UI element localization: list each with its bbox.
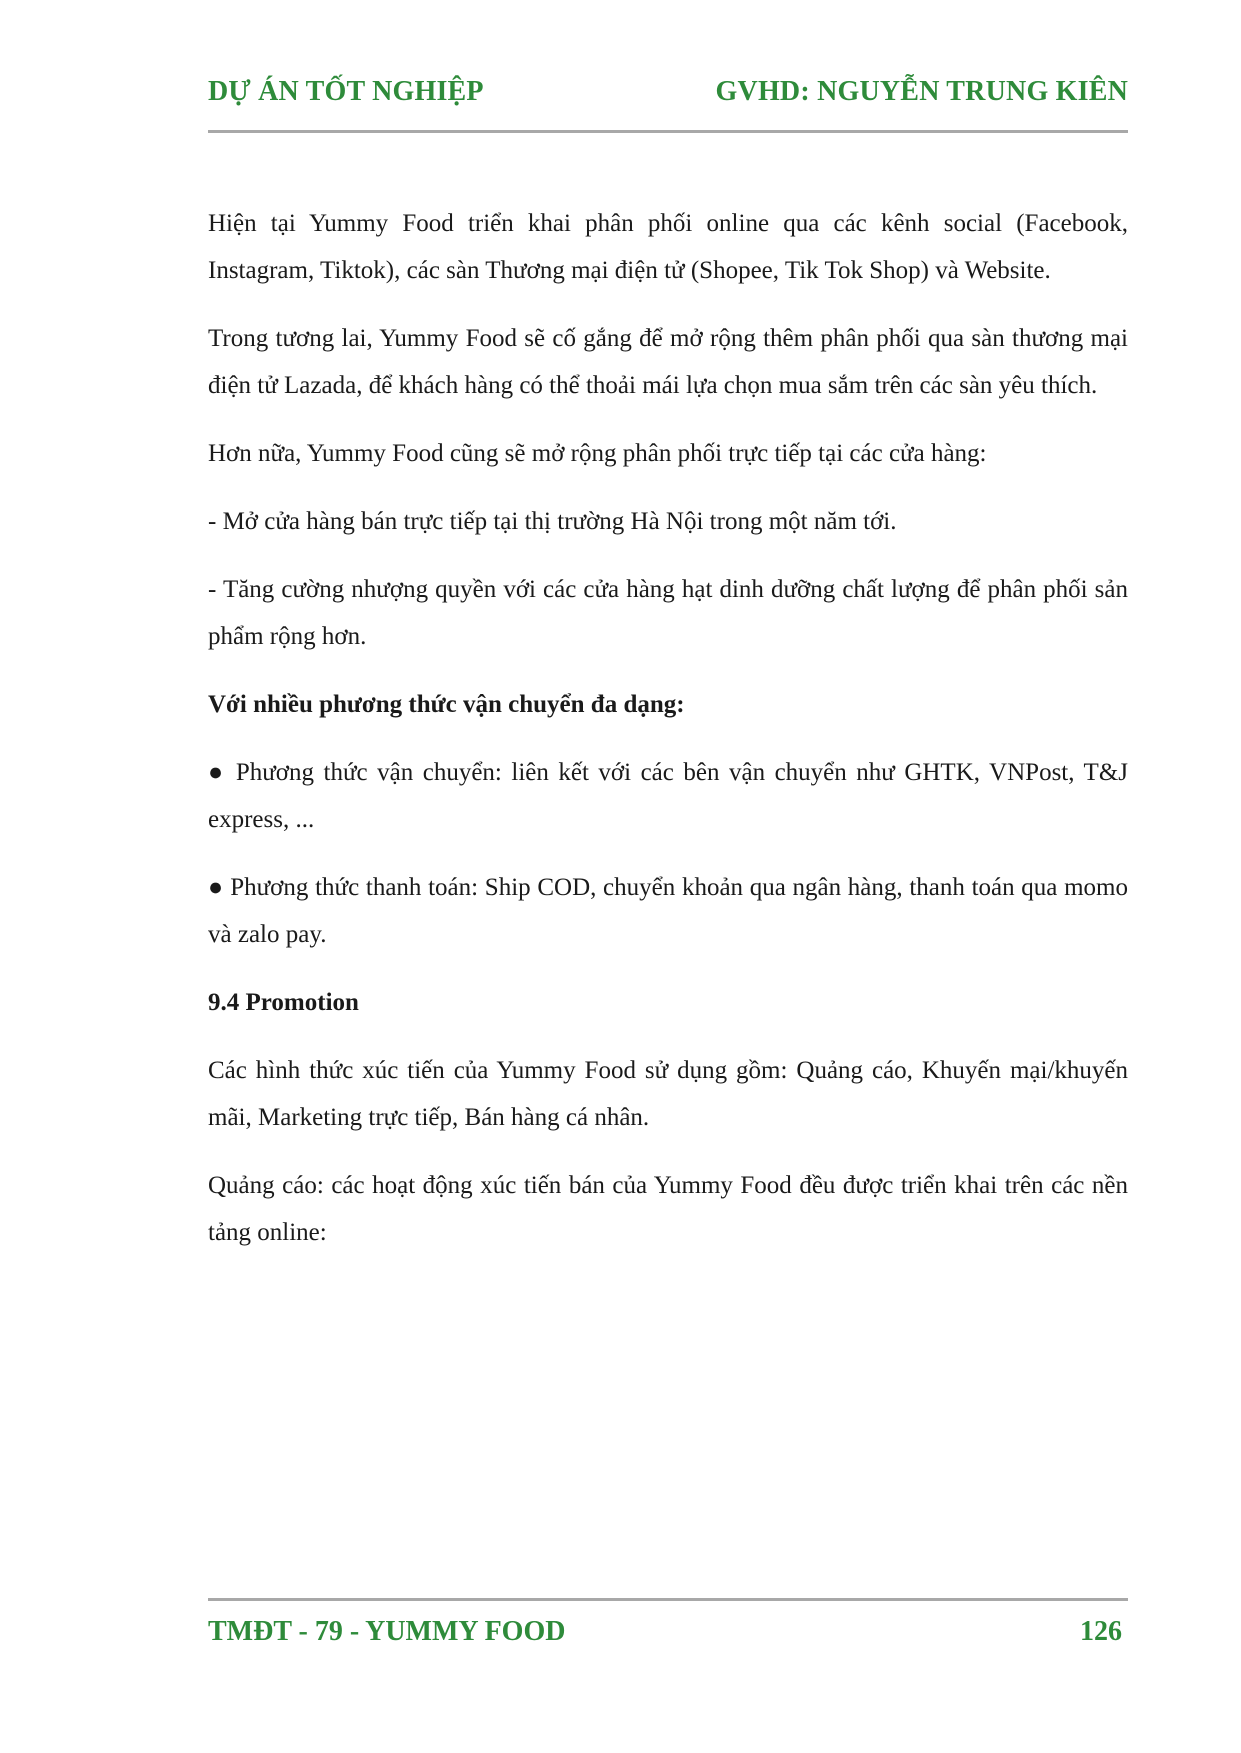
page-footer [208,1612,1128,1652]
bullet-shipping-methods: ● Phương thức vận chuyển: liên kết với các bên vận chuyển như GHTK, VNPost, T&J express, ... [208,759,1128,833]
paragraph-current-distribution: Hiện tại Yummy Food triển khai phân phối online qua các kênh social (Facebook, Instagram, Tiktok), các sàn Thương mại điện tử (Shopee, Tik Tok Shop) và Website. [208,210,1128,284]
paragraph-advertising: Quảng cáo: các hoạt động xúc tiến bán của Yummy Food đều được triển khai trên các nền tảng online: [208,1172,1128,1246]
header-supervisor: GVHD: NGUYỄN TRUNG KIÊN [715,76,1128,107]
paragraph-future-distribution: Trong tương lai, Yummy Food sẽ cố gắng để mở rộng thêm phân phối qua sàn thương mại điện tử Lazada, để khách hàng có thể thoải mái lựa chọn mua sắm trên các sàn yêu thích. [208,325,1128,399]
header-divider [208,130,1128,133]
footer-project-name: TMĐT - 79 - YUMMY FOOD [208,1616,566,1647]
page-body [208,200,1128,1277]
bullet-payment-methods: ● Phương thức thanh toán: Ship COD, chuyển khoản qua ngân hàng, thanh toán qua momo và zalo pay. [208,874,1128,948]
section-heading-promotion: 9.4 Promotion [208,989,359,1016]
paragraph-promotion-forms: Các hình thức xúc tiến của Yummy Food sử dụng gồm: Quảng cáo, Khuyến mại/khuyến mãi, Marketing trực tiếp, Bán hàng cá nhân. [208,1057,1128,1131]
shipping-heading: Với nhiều phương thức vận chuyển đa dạng: [208,691,685,718]
dash-item-franchise: - Tăng cường nhượng quyền với các cửa hàng hạt dinh dưỡng chất lượng để phân phối sản phẩm rộng hơn. [208,576,1128,650]
dash-item-hanoi-store: - Mở cửa hàng bán trực tiếp tại thị trường Hà Nội trong một năm tới. [208,508,897,535]
paragraph-store-expansion: Hơn nữa, Yummy Food cũng sẽ mở rộng phân phối trực tiếp tại các cửa hàng: [208,440,987,467]
footer-divider [208,1598,1128,1601]
header-project-title: DỰ ÁN TỐT NGHIỆP [208,76,484,107]
page-number: 126 [1080,1616,1122,1647]
page-header [208,72,1128,112]
